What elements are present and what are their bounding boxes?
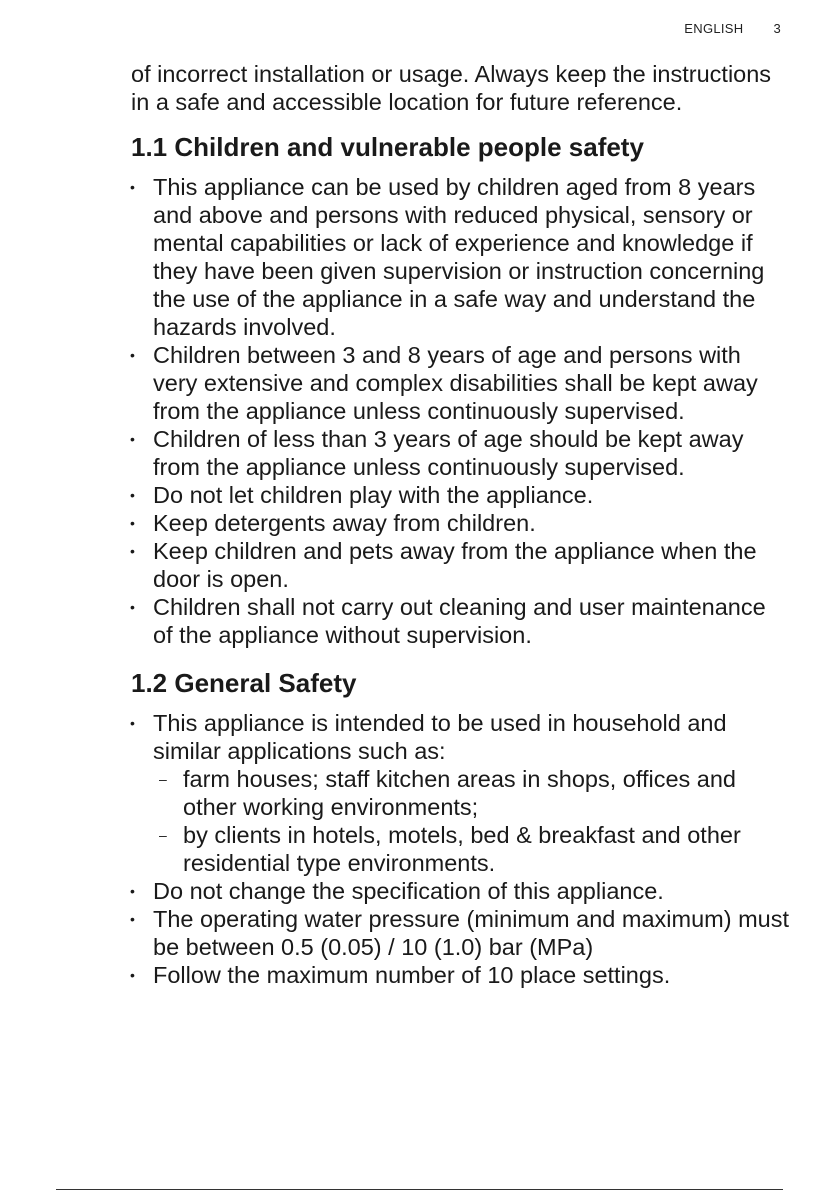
list-item: • Do not let children play with the appliance.	[131, 481, 791, 509]
document-body	[131, 60, 791, 989]
section-heading-general-safety: 1.2 General Safety	[131, 668, 357, 698]
list-item: • Children shall not carry out cleaning and user maintenance of the appliance without supervision.	[131, 593, 791, 649]
list-item	[131, 709, 791, 877]
intro-paragraph: of incorrect installation or usage. Always keep the instructions in a safe and accessible location for future reference.	[131, 61, 772, 115]
list-item: • Keep detergents away from children.	[131, 509, 791, 537]
language-label: ENGLISH	[684, 21, 744, 36]
sub-list-item: – farm houses; staff kitchen areas in shops, offices and other working environments;	[153, 765, 791, 821]
list-item: • Children between 3 and 8 years of age and persons with very extensive and complex disabilities shall be kept away from the appliance unless continuously supervised.	[131, 341, 791, 425]
list-item: • Keep children and pets away from the appliance when the door is open.	[131, 537, 791, 593]
list-item: • The operating water pressure (minimum and maximum) must be between 0.5 (0.05) / 10 (1.0) bar (MPa)	[131, 905, 791, 961]
general-safety-list	[131, 709, 791, 989]
list-item: • Do not change the specification of this appliance.	[131, 877, 791, 905]
page-number: 3	[773, 21, 781, 36]
list-item: • Children of less than 3 years of age should be kept away from the appliance unless continuously supervised.	[131, 425, 791, 481]
list-item: • This appliance can be used by children aged from 8 years and above and persons with reduced physical, sensory or mental capabilities or lack of experience and knowledge if they have been given supervision or instruction concerning the use of the appliance in a safe way and understand the hazards involved.	[131, 173, 791, 341]
page-header	[684, 21, 781, 36]
section-heading-children-safety: 1.1 Children and vulnerable people safety	[131, 132, 644, 162]
sub-list-item: – by clients in hotels, motels, bed & breakfast and other residential type environments.	[153, 821, 791, 877]
list-item-text: This appliance is intended to be used in household and similar applications such as:	[153, 710, 727, 764]
list-item: • Follow the maximum number of 10 place settings.	[131, 961, 791, 989]
sub-list	[153, 765, 791, 877]
children-safety-list	[131, 173, 791, 649]
footer-rule	[56, 1189, 783, 1190]
